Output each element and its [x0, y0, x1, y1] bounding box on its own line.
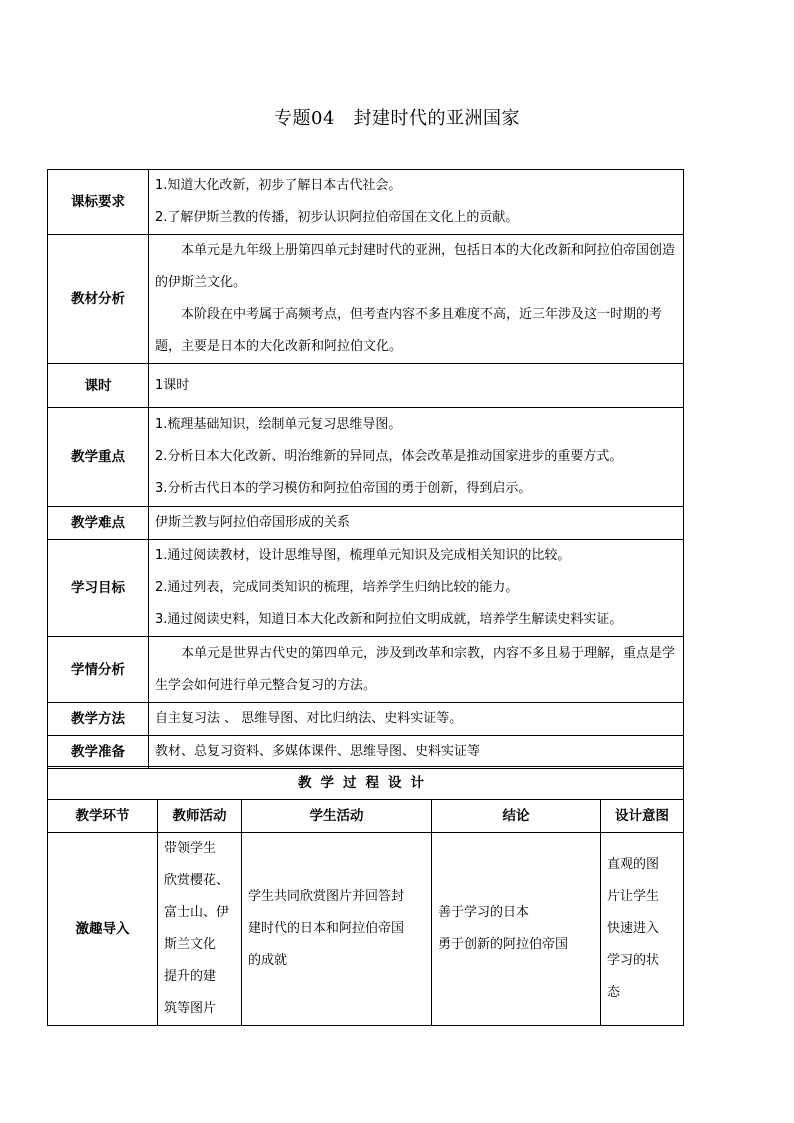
- text-line: 筑等图片: [164, 1001, 217, 1016]
- lesson-info-table: [47, 169, 684, 769]
- text-line: 学习的状: [607, 953, 660, 968]
- row-label: 教学准备: [48, 736, 149, 769]
- row-fangfa: [48, 703, 684, 736]
- stage-cell: 激趣导入: [48, 833, 158, 1026]
- column-header: 教学环节: [48, 800, 158, 833]
- row-zhunbei: [48, 736, 684, 769]
- process-table: [47, 766, 684, 1026]
- table-row: [48, 833, 684, 1026]
- text-line: 1.通过阅读教材，设计思维导图，梳理单元知识及完成相关知识的比较。: [155, 548, 571, 563]
- process-title-row: [48, 767, 684, 800]
- row-keshi: [48, 364, 684, 408]
- row-zhongdian: [48, 408, 684, 507]
- text-line: 建时代的日本和阿拉伯帝国: [248, 921, 405, 936]
- text-line: 片让学生: [607, 889, 660, 904]
- text-line: 的成就: [248, 953, 288, 968]
- text-line: 1.梳理基础知识，绘制单元复习思维导图。: [155, 417, 402, 432]
- column-header: 教师活动: [158, 800, 242, 833]
- row-label: 教学方法: [48, 703, 149, 736]
- row-label: 学情分析: [48, 637, 149, 703]
- text-line: 2.通过列表，完成同类知识的梳理，培养学生归纳比较的能力。: [155, 580, 519, 595]
- row-value: 自主复习法 、 思维导图、对比归纳法、史料实证等。: [149, 703, 684, 736]
- row-label: 教学难点: [48, 507, 149, 540]
- row-label: 课时: [48, 364, 149, 408]
- text-line: 带领学生: [164, 841, 217, 856]
- text-line: 学生共同欣赏图片并回答封: [248, 889, 405, 904]
- process-header-row: [48, 800, 684, 833]
- column-header: 学生活动: [242, 800, 432, 833]
- conclusion-cell: [432, 833, 601, 1026]
- row-label: 课标要求: [48, 170, 149, 235]
- text-line: 2.了解伊斯兰教的传播，初步认识阿拉伯帝国在文化上的贡献。: [155, 210, 519, 225]
- row-mubiao: [48, 540, 684, 637]
- row-label: 学习目标: [48, 540, 149, 637]
- page-title: 专题04 封建时代的亚洲国家: [274, 108, 520, 129]
- column-header: 设计意图: [601, 800, 684, 833]
- text-line: 1.知道大化改新，初步了解日本古代社会。: [155, 178, 402, 193]
- row-label: 教材分析: [48, 235, 149, 364]
- text-line: 斯兰文化: [164, 937, 217, 952]
- paragraph: 本单元是世界古代史的第四单元，涉及到改革和宗教，内容不多且易于理解，重点是学生学会如何进行单元整合复习的方法。: [155, 645, 676, 693]
- text-line: 善于学习的日本: [438, 905, 530, 920]
- paragraph: 本阶段在中考属于高频考点，但考查内容不多且难度不高，近三年涉及这一时期的考题，主要是日本的大化改新和阿拉伯文化。: [155, 307, 663, 354]
- row-value: 1课时: [149, 364, 684, 408]
- text-line: 直观的图: [607, 857, 660, 872]
- student-activity-cell: [242, 833, 432, 1026]
- row-value: 伊斯兰教与阿拉伯帝国形成的关系: [149, 507, 684, 540]
- process-title: 教学过程设计: [48, 767, 684, 800]
- text-line: 3.分析古代日本的学习模仿和阿拉伯帝国的勇于创新，得到启示。: [155, 481, 532, 496]
- row-xueqing: [48, 637, 684, 703]
- column-header: 结论: [432, 800, 601, 833]
- text-line: 2.分析日本大化改新、明治维新的异同点，体会改革是推动国家进步的重要方式。: [155, 449, 623, 464]
- text-line: 态: [607, 985, 621, 1000]
- text-line: 勇于创新的阿拉伯帝国: [438, 937, 569, 952]
- text-line: 富士山、伊: [164, 905, 230, 920]
- row-label: 教学重点: [48, 408, 149, 507]
- design-intent-cell: [601, 833, 684, 1026]
- teacher-activity-cell: [158, 833, 242, 1026]
- text-line: 快速进入: [607, 921, 660, 936]
- text-line: 欣赏樱花、: [164, 873, 230, 888]
- paragraph: 本单元是九年级上册第四单元封建时代的亚洲，包括日本的大化改新和阿拉伯帝国创造的伊斯兰文化。: [155, 243, 676, 290]
- row-nandian: [48, 507, 684, 540]
- row-jiaocai: [48, 235, 684, 364]
- row-kebiao: [48, 170, 684, 235]
- row-value: 教材、总复习资料、多媒体课件、思维导图、史料实证等: [149, 736, 684, 769]
- text-line: 3.通过阅读史料，知道日本大化改新和阿拉伯文明成就，培养学生解读史料实证。: [155, 612, 623, 627]
- text-line: 提升的建: [164, 969, 217, 984]
